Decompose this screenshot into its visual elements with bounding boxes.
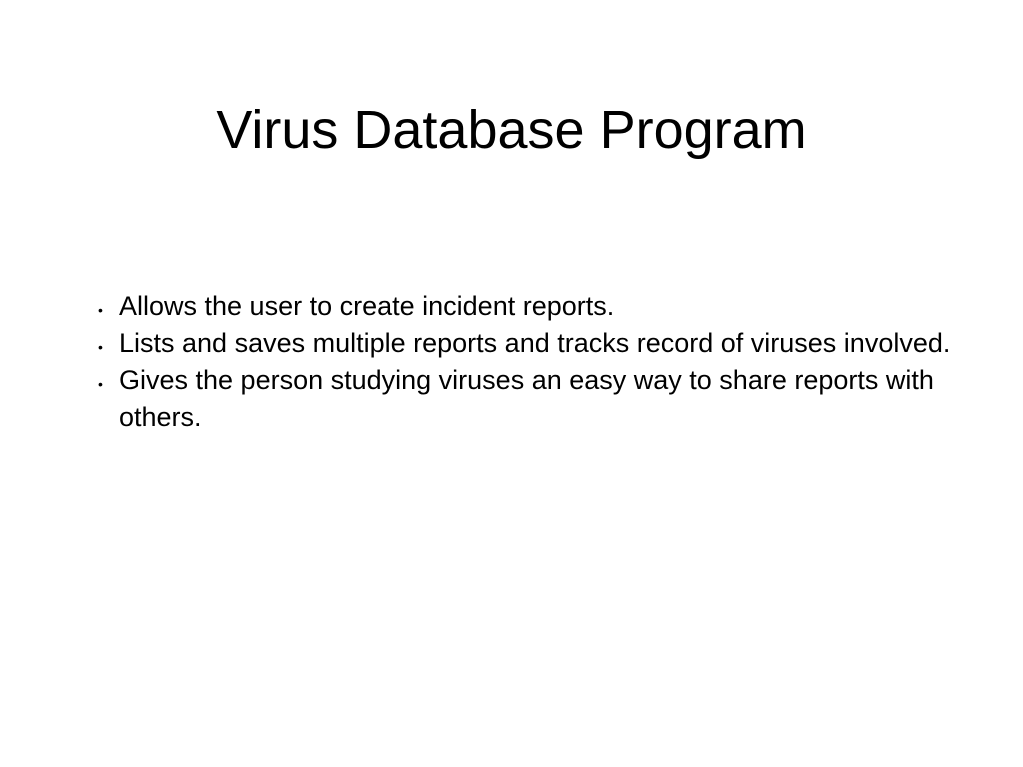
slide-title: Virus Database Program <box>216 100 807 160</box>
bullet-text: Allows the user to create incident reports. <box>119 291 615 321</box>
bullet-dot-icon: • <box>98 376 103 392</box>
bullet-text: Gives the person studying viruses an easy way to share reports with others. <box>119 365 934 432</box>
bullet-item <box>98 288 958 325</box>
bullet-item <box>98 362 958 436</box>
bullet-item <box>98 325 958 362</box>
bullet-text: Lists and saves multiple reports and tracks record of viruses involved. <box>119 328 951 358</box>
bullet-dot-icon: • <box>98 302 103 318</box>
bullet-dot-icon: • <box>98 339 103 355</box>
bullet-list <box>98 288 958 436</box>
